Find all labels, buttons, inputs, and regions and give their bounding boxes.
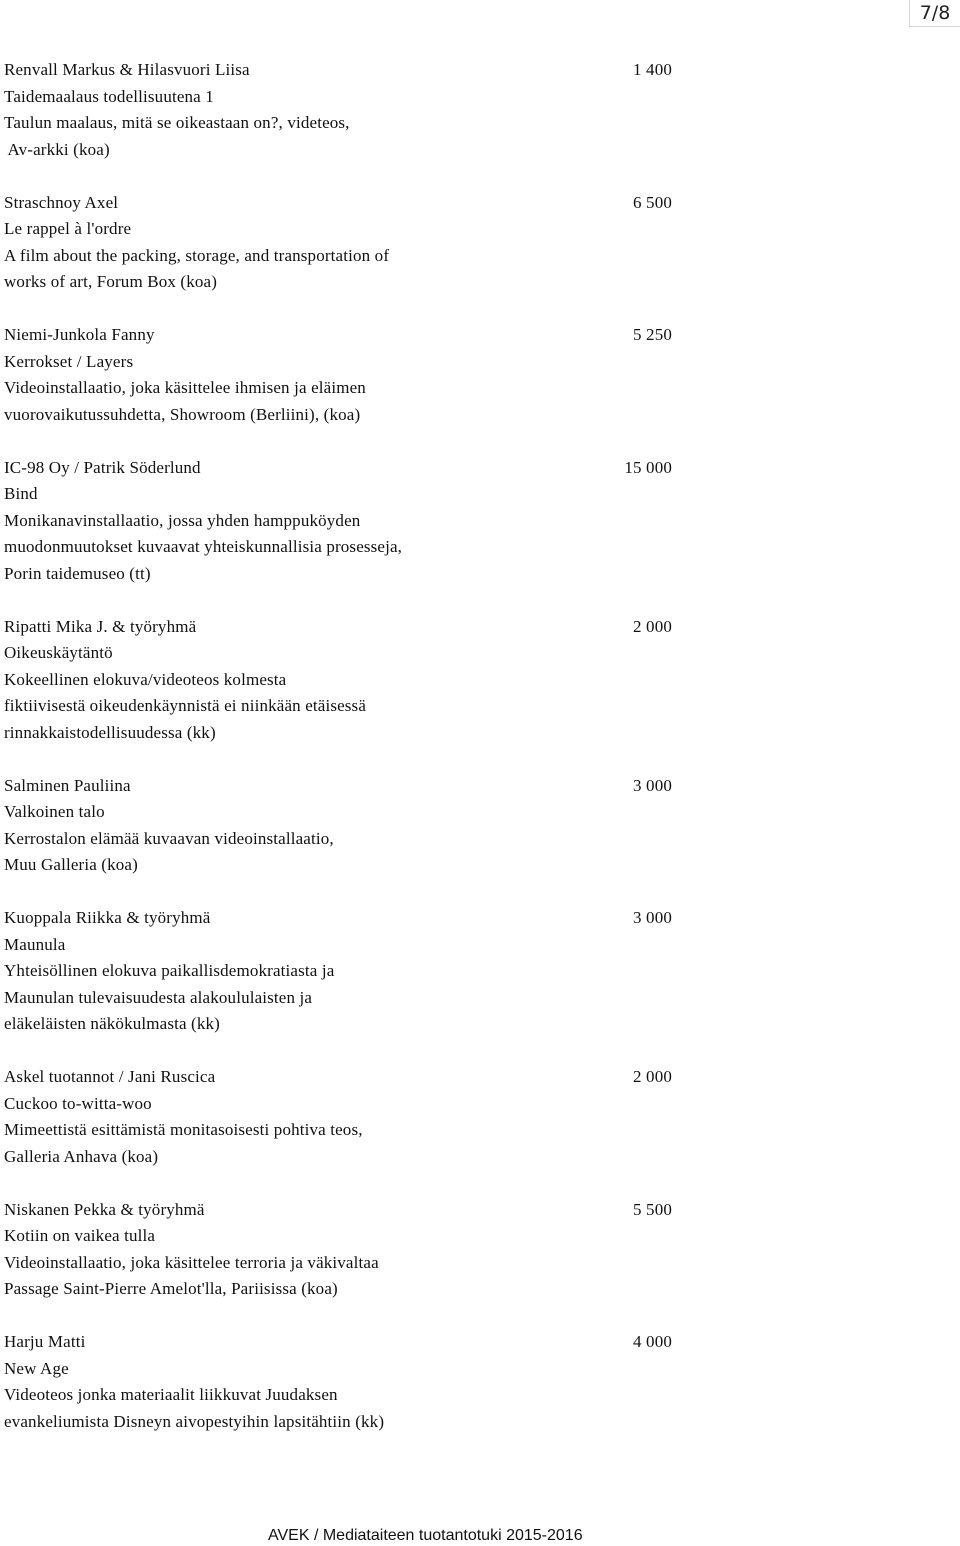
work-title: Kotiin on vaikea tulla [4, 1226, 156, 1245]
recipient-name: Ripatti Mika J. & työryhmä [4, 616, 197, 636]
grant-amount: 2 000 [633, 1067, 672, 1086]
grant-amount: 3 000 [633, 908, 672, 927]
work-description-line: muodonmuutokset kuvaavat yhteiskunnallisia prosesseja, [4, 537, 403, 556]
work-description-line: fiktiivisestä oikeudenkäynnistä ei niinkään etäisessä [4, 696, 367, 715]
recipient-name: Harju Matti [4, 1332, 86, 1351]
grant-amount: 4 000 [633, 1332, 672, 1351]
grant-header-row [4, 905, 672, 932]
grant-entry [4, 905, 672, 1038]
work-title: Cuckoo to-witta-woo [4, 1093, 152, 1113]
grant-amount: 5 250 [633, 325, 672, 344]
grant-header-row [4, 57, 672, 84]
work-description-line: eläkeläisten näkökulmasta (kk) [4, 1014, 220, 1033]
grant-entry [4, 322, 672, 428]
recipient-name: Askel tuotannot / Jani Ruscica [4, 1067, 216, 1086]
work-description-line: Av-arkki (koa) [4, 139, 110, 159]
grant-header-row [4, 773, 672, 800]
page-footer: AVEK / Mediataiteen tuotantotuki 2015-2016 [268, 1527, 583, 1544]
grant-amount: 3 000 [633, 775, 672, 795]
grant-entry [4, 1197, 672, 1303]
grant-amount: 5 500 [633, 1199, 672, 1219]
work-description-line: rinnakkaistodellisuudessa (kk) [4, 722, 216, 742]
recipient-name: Straschnoy Axel [4, 192, 119, 212]
work-description-line: Monikanavinstallaatio, jossa yhden hamppuköyden [4, 510, 361, 530]
grant-header-row [4, 455, 672, 482]
work-description-line: Porin taidemuseo (tt) [4, 563, 151, 583]
work-description-line: Maunulan tulevaisuudesta alakoululaisten ja [4, 987, 313, 1007]
grant-entry [4, 190, 672, 296]
grant-header-row [4, 1064, 672, 1091]
grant-amount: 15 000 [624, 457, 672, 477]
grant-entry [4, 614, 672, 747]
grant-entry [4, 57, 672, 163]
work-description-line: Videoinstallaatio, joka käsittelee terroria ja väkivaltaa [4, 1252, 379, 1272]
work-description-line: Mimeettistä esittämistä monitasoisesti pohtiva teos, [4, 1120, 363, 1139]
work-title: New Age [4, 1358, 69, 1378]
work-description-line: A film about the packing, storage, and transportation of [4, 245, 390, 265]
work-title: Bind [4, 484, 38, 503]
work-title: Valkoinen talo [4, 802, 105, 821]
grant-amount: 2 000 [633, 616, 672, 636]
grant-header-row [4, 190, 672, 217]
work-description-line: Yhteisöllinen elokuva paikallisdemokratiasta ja [4, 961, 335, 980]
work-description-line: Videoinstallaatio, joka käsittelee ihmisen ja eläimen [4, 378, 366, 397]
recipient-name: IC-98 Oy / Patrik Söderlund [4, 457, 201, 477]
grant-entry [4, 773, 672, 879]
grant-entry [4, 455, 672, 588]
work-description-line: works of art, Forum Box (koa) [4, 272, 218, 291]
recipient-name: Renvall Markus & Hilasvuori Liisa [4, 60, 250, 79]
work-description-line: Muu Galleria (koa) [4, 855, 138, 874]
recipient-name: Salminen Pauliina [4, 775, 131, 795]
page-number: 7/8 [909, 0, 960, 27]
grant-amount: 6 500 [633, 192, 672, 212]
grant-amount: 1 400 [633, 60, 672, 79]
work-description-line: vuorovaikutussuhdetta, Showroom (Berliini), (koa) [4, 404, 361, 424]
grant-header-row [4, 614, 672, 641]
work-description-line: Kokeellinen elokuva/videoteos kolmesta [4, 669, 287, 689]
recipient-name: Kuoppala Riikka & työryhmä [4, 908, 211, 927]
work-title: Kerrokset / Layers [4, 351, 134, 371]
work-title: Taidemaalaus todellisuutena 1 [4, 86, 214, 106]
grant-entry [4, 1329, 672, 1435]
grant-list [4, 57, 672, 1462]
work-description-line: Kerrostalon elämää kuvaavan videoinstallaatio, [4, 828, 334, 848]
recipient-name: Niemi-Junkola Fanny [4, 325, 155, 344]
grant-entry [4, 1064, 672, 1170]
work-description-line: Galleria Anhava (koa) [4, 1146, 159, 1166]
work-description-line: Passage Saint-Pierre Amelot'lla, Pariisissa (koa) [4, 1279, 338, 1298]
work-title: Le rappel à l'ordre [4, 219, 132, 238]
work-description-line: Taulun maalaus, mitä se oikeastaan on?, videteos, [4, 113, 350, 132]
grant-header-row [4, 1197, 672, 1224]
work-title: Oikeuskäytäntö [4, 643, 113, 662]
work-description-line: Videoteos jonka materiaalit liikkuvat Juudaksen [4, 1385, 338, 1404]
work-title: Maunula [4, 934, 66, 954]
work-description-line: evankeliumista Disneyn aivopestyihin lapsitähtiin (kk) [4, 1411, 385, 1431]
grant-header-row [4, 1329, 672, 1356]
recipient-name: Niskanen Pekka & työryhmä [4, 1199, 205, 1219]
grant-header-row [4, 322, 672, 349]
